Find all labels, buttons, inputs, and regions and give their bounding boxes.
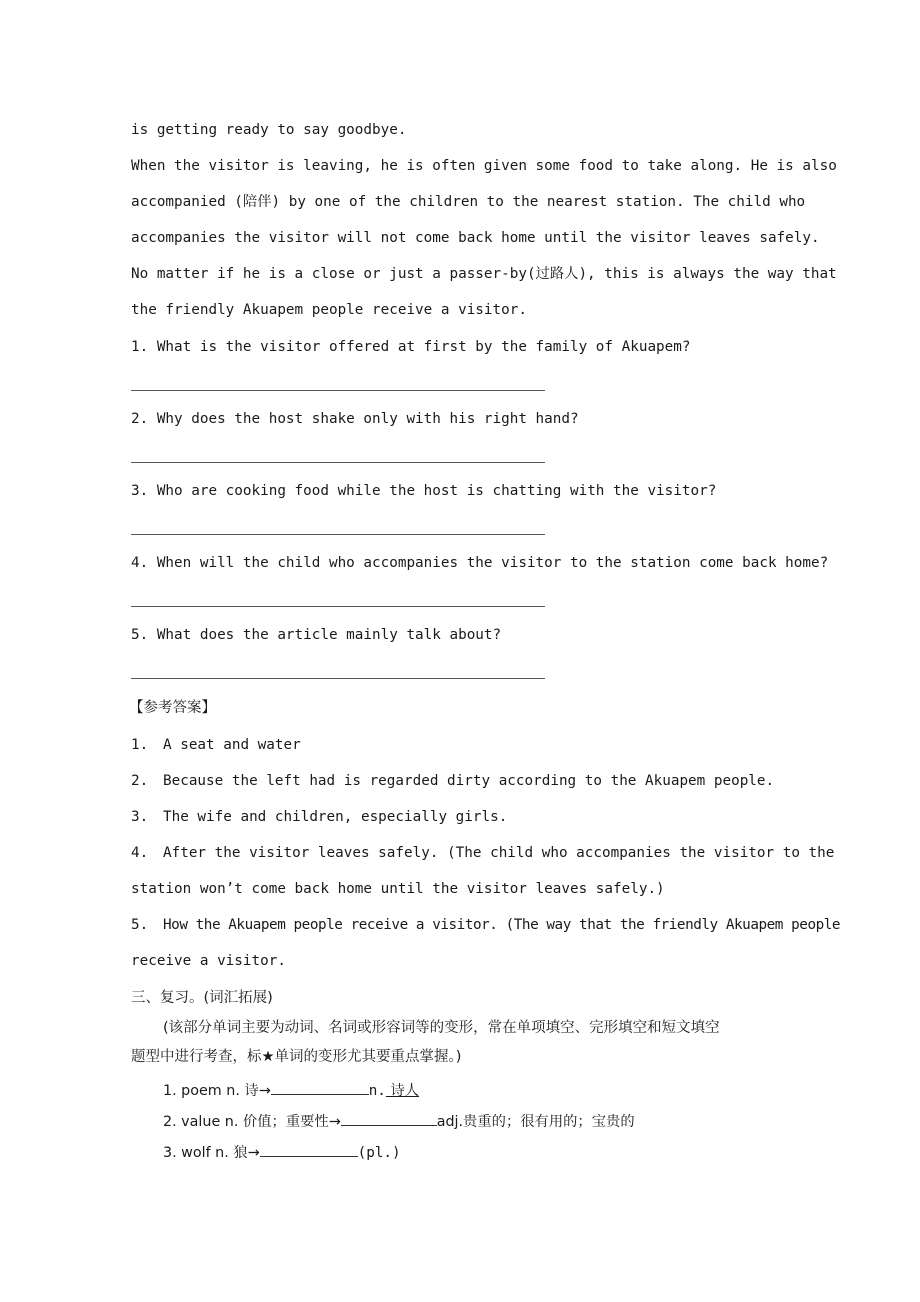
question-3: 3. Who are cooking food while the host is chatting with the visitor? [131, 483, 717, 499]
answer-line-1[interactable] [131, 390, 545, 391]
vocab-prefix: 2. value n. 价值；重要性→ [163, 1114, 341, 1130]
answer-item [131, 771, 774, 791]
passage-line: accompanies the visitor will not come back home until the visitor leaves safely. [131, 230, 820, 246]
review-note: 题型中进行考查，标★单词的变形尤其要重点掌握。) [131, 1049, 462, 1065]
vocab-suffix: adj.贵重的；很有用的；宝贵的 [436, 1114, 635, 1130]
vocab-blank[interactable] [260, 1142, 358, 1157]
answer-item [131, 807, 507, 827]
answer-number: 2. [131, 773, 149, 789]
review-title: 三、复习。(词汇拓展) [131, 990, 273, 1006]
vocab-item-wolf [163, 1142, 401, 1163]
question-1: 1. What is the visitor offered at first by the family of Akuapem? [131, 339, 691, 355]
answer-item-continued [131, 951, 286, 971]
vocab-suffix-pre: n. [368, 1083, 386, 1099]
vocab-suffix: (pl.) [357, 1145, 401, 1161]
passage-line: the friendly Akuapem people receive a visitor. [131, 302, 527, 318]
answer-text: A seat and water [163, 737, 301, 753]
answer-text: The wife and children, especially girls. [163, 809, 508, 825]
answer-item [131, 915, 840, 935]
vocab-suffix: 诗人 [385, 1083, 420, 1099]
passage-line: is getting ready to say goodbye. [131, 122, 407, 138]
answer-number: 1. [131, 737, 149, 753]
vocab-prefix: 3. wolf n. 狼→ [163, 1145, 260, 1161]
question-5: 5. What does the article mainly talk about? [131, 627, 502, 643]
answer-text: receive a visitor. [131, 953, 286, 969]
answer-number: 5. [131, 917, 149, 933]
question-2: 2. Why does the host shake only with his right hand? [131, 411, 579, 427]
answer-text: Because the left had is regarded dirty according to the Akuapem people. [163, 773, 775, 789]
answer-item-continued [131, 879, 665, 899]
answer-line-5[interactable] [131, 678, 545, 679]
answer-line-4[interactable] [131, 606, 545, 607]
vocab-prefix: 1. poem n. 诗→ [163, 1083, 271, 1099]
passage-line: When the visitor is leaving, he is often given some food to take along. He is also [131, 158, 837, 174]
vocab-item-poem [163, 1080, 419, 1101]
answer-text: station won’t come back home until the visitor leaves safely.) [131, 881, 665, 897]
answer-line-2[interactable] [131, 462, 545, 463]
answer-number: 3. [131, 809, 149, 825]
passage-line: No matter if he is a close or just a passer-by(过路人), this is always the way that [131, 266, 837, 282]
answers-title: 【参考答案】 [129, 700, 216, 716]
vocab-blank[interactable] [341, 1111, 437, 1126]
question-4: 4. When will the child who accompanies the visitor to the station come back home? [131, 555, 829, 571]
vocab-blank[interactable] [271, 1080, 369, 1095]
vocab-item-value [163, 1111, 635, 1132]
answer-number: 4. [131, 845, 149, 861]
answer-item [131, 735, 301, 755]
review-note: (该部分单词主要为动词、名词或形容词等的变形，常在单项填空、完形填空和短文填空 [163, 1020, 720, 1036]
answer-text: After the visitor leaves safely. (The child who accompanies the visitor to the [163, 845, 835, 861]
passage-line: accompanied (陪伴) by one of the children to the nearest station. The child who [131, 194, 806, 210]
answer-line-3[interactable] [131, 534, 545, 535]
answer-text: How the Akuapem people receive a visitor. (The way that the friendly Akuapem people [163, 917, 841, 933]
answer-item [131, 843, 834, 863]
